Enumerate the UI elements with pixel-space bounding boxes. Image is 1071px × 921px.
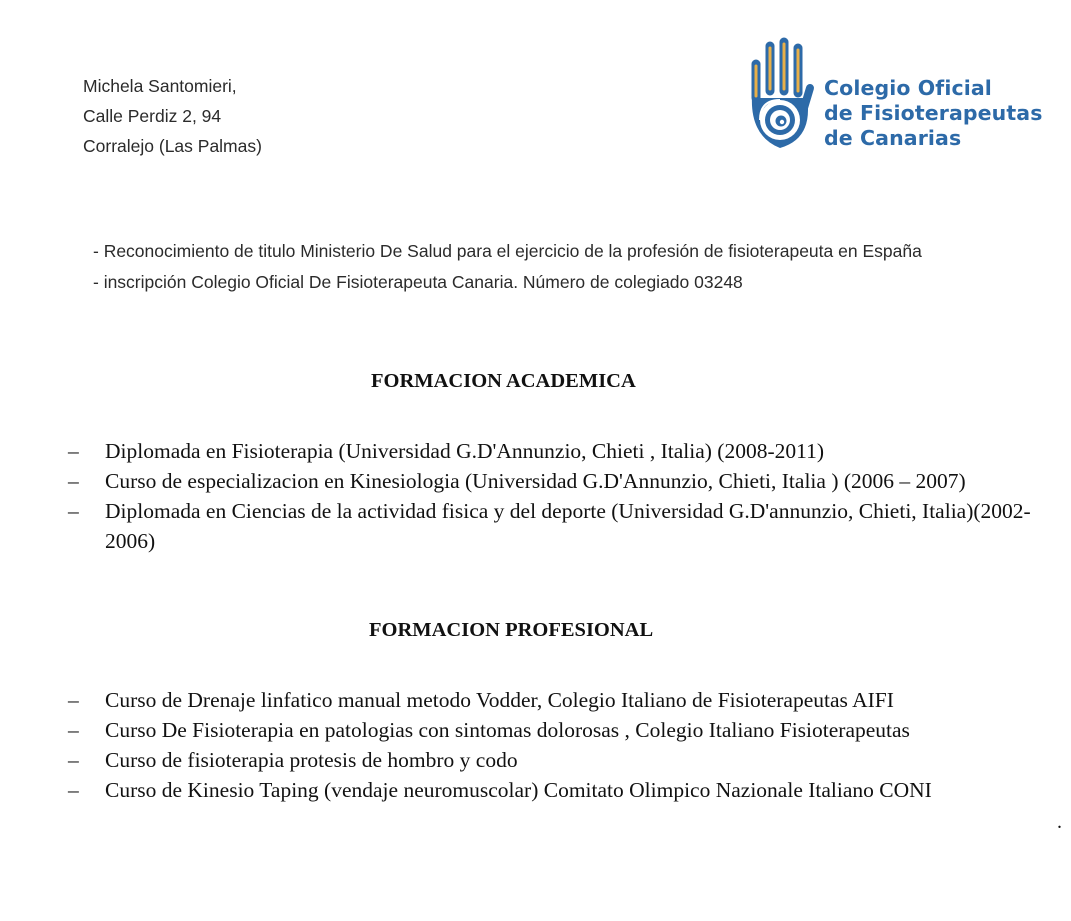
list-item-text: Curso de fisioterapia protesis de hombro y codo [105, 748, 518, 772]
bullet-dash: – [68, 778, 79, 802]
credentials-block [93, 236, 1033, 298]
bullet-dash: – [68, 439, 79, 463]
list-item-text: Curso de Drenaje linfatico manual metodo Vodder, Colegio Italiano de Fisioterapeutas AIFI [105, 688, 894, 712]
section-title-formacion-academica: FORMACION ACADEMICA [371, 370, 636, 392]
list-item-text: Curso de Kinesio Taping (vendaje neuromuscolar) Comitato Olimpico Nazionale Italiano CONI [105, 778, 932, 802]
bullet-dash: – [68, 469, 79, 493]
list-item-text: Curso de especializacion en Kinesiologia (Universidad G.D'Annunzio, Chieti, Italia ) (2006 – 2007) [105, 469, 966, 493]
list-item [62, 715, 1042, 745]
bullet-dash: – [68, 688, 79, 712]
list-item [62, 496, 1042, 556]
section-title-formacion-profesional: FORMACION PROFESIONAL [369, 619, 654, 641]
address-city: Corralejo (Las Palmas) [83, 136, 262, 156]
hand-spiral-logo-icon [744, 36, 816, 154]
logo-line-3: de Canarias [824, 126, 962, 150]
logo-line-1: Colegio Oficial [824, 76, 992, 100]
professional-training-list [62, 685, 1042, 805]
list-item-text: Diplomada en Ciencias de la actividad fisica y del deporte (Universidad G.D'annunzio, Chieti, Italia)(2002-2006) [105, 499, 1031, 553]
sender-address [83, 71, 262, 161]
list-item [62, 436, 1042, 466]
list-item-text: Curso De Fisioterapia en patologias con sintomas dolorosas , Colegio Italiano Fisioterapeutas [105, 718, 910, 742]
logo-line-2: de Fisioterapeutas [824, 101, 1043, 125]
academic-education-list [62, 436, 1042, 556]
address-street: Calle Perdiz 2, 94 [83, 106, 222, 126]
list-item [62, 466, 1042, 496]
bullet-dash: – [68, 718, 79, 742]
credential-colegio-registration: - inscripción Colegio Oficial De Fisioterapeuta Canaria. Número de colegiado 03248 [93, 272, 743, 292]
bullet-dash: – [68, 499, 79, 523]
logo-text [824, 76, 1043, 151]
address-name: Michela Santomieri, [83, 76, 237, 96]
colegio-logo [744, 36, 1043, 154]
list-item [62, 685, 1042, 715]
list-item [62, 775, 1042, 805]
list-item-text: Diplomada en Fisioterapia (Universidad G.D'Annunzio, Chieti , Italia) (2008-2011) [105, 439, 824, 463]
bullet-dash: – [68, 748, 79, 772]
credential-title-recognition: - Reconocimiento de titulo Ministerio De Salud para el ejercicio de la profesión de fisioterapeuta en España [93, 241, 922, 261]
stray-period-mark: . [1057, 811, 1062, 833]
list-item [62, 745, 1042, 775]
